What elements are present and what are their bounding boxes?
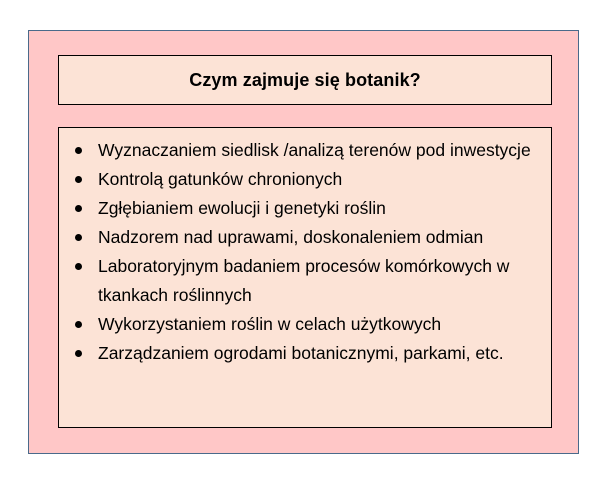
list-item [59,194,541,223]
list-box [58,127,552,428]
list-item-text: Kontrolą gatunków chronionych [98,169,343,189]
page-title: Czym zajmuje się botanik? [189,69,421,90]
bullet-list [59,136,541,368]
list-item [59,223,541,252]
bullet-icon [75,350,82,357]
outer-panel [28,30,579,454]
list-item [59,339,541,368]
bullet-icon [75,176,82,183]
list-item-text: Zarządzaniem ogrodami botanicznymi, parkami, etc. [98,343,504,363]
bullet-icon [75,147,82,154]
list-item [59,252,541,310]
list-item [59,310,541,339]
bullet-icon [75,234,82,241]
bullet-icon [75,205,82,212]
bullet-icon [75,263,82,270]
list-item-text: Zgłębianiem ewolucji i genetyki roślin [98,198,386,218]
list-item-text: Wykorzystaniem roślin w celach użytkowych [98,314,442,334]
bullet-icon [75,321,82,328]
list-item-text: Nadzorem nad uprawami, doskonaleniem odmian [98,227,484,247]
list-item [59,165,541,194]
title-box [58,55,552,105]
list-item-text: Wyznaczaniem siedlisk /analizą terenów pod inwestycje [98,140,531,160]
list-item [59,136,541,165]
list-item-text: Laboratoryjnym badaniem procesów komórkowych w tkankach roślinnych [98,256,510,305]
